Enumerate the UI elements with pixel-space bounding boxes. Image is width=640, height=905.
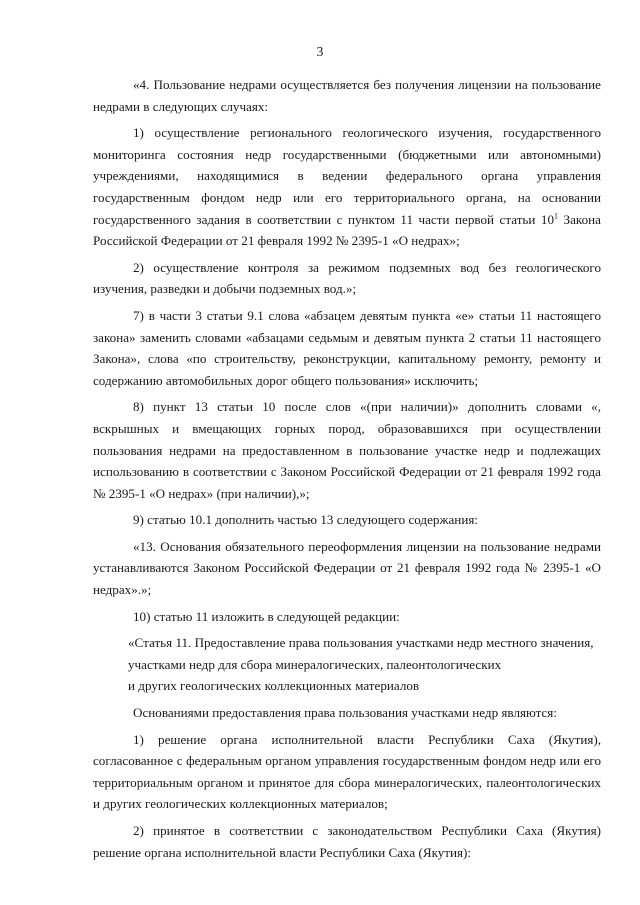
paragraph-text: Закона Российской Федерации от 21 февраля 1992 № 2395-1 «О недрах»; xyxy=(93,211,601,249)
document-body xyxy=(93,74,601,868)
paragraph: «13. Основания обязательного переоформления лицензии на пользование недрами устанавливаются Законом Российской Федерации от 21 февраля 1992 года № 2395-1 «О недрах».»; xyxy=(93,538,601,598)
paragraph: 2) осуществление контроля за режимом подземных вод без геологического изучения, разведки и добычи подземных вод.»; xyxy=(93,259,601,297)
article-title-line: и других геологических коллекционных материалов xyxy=(128,678,420,694)
page-number: 3 xyxy=(316,44,324,59)
paragraph: «4. Пользование недрами осуществляется без получения лицензии на пользование недрами в следующих случаях: xyxy=(93,77,601,114)
paragraph: 1) решение органа исполнительной власти Республики Саха (Якутия), согласованное с федеральным органом управления государственным фондом недр или его территориальным органом и принятое для сбора минералогических, палеонтологических и других геологических коллекционных материалов; xyxy=(93,731,601,812)
paragraph xyxy=(93,122,601,252)
paragraph: 2) принятое в соответствии с законодательством Республики Саха (Якутия) решение органа исполнительной власти Республики Саха (Якутия): xyxy=(93,823,601,860)
paragraph: 10) статью 11 изложить в следующей редакции: xyxy=(133,608,400,624)
paragraph: Основаниями предоставления права пользования участками недр являются: xyxy=(133,705,557,721)
article-title-line: «Статья 11. Предоставление права пользования участками недр местного значения, xyxy=(128,635,594,651)
paragraph-text: 1) осуществление регионального геологического изучения, государственного мониторинга состояния недр государственными (бюджетными или автономными) учреждениями, находящимися в ведении федерального органа управления государственным фондом недр или его территориального органа, на основании государственного задания в соответствии с пунктом 11 части первой статьи 10 xyxy=(93,125,601,227)
article-title xyxy=(93,632,601,697)
paragraph: 8) пункт 13 статьи 10 после слов «(при наличии)» дополнить словами «, вскрышных и вмещающих горных пород, образовавшихся при осуществлении пользования недрами на предоставленном в пользование участке недр и подлежащих использованию в соответствии с Законом Российской Федерации от 21 февраля 1992 года № 2395-1 «О недрах» (при наличии),»; xyxy=(93,399,601,501)
paragraph: 7) в части 3 статьи 9.1 слова «абзацем девятым пункта «е» статьи 11 настоящего закона» заменить словами «абзацами седьмым и девятым пункта 2 статьи 11 настоящего Закона», слова «по строительству, реконструкции, капитальному ремонту, ремонту и содержанию автомобильных дорог общего пользования» исключить; xyxy=(93,307,601,388)
superscript: 1 xyxy=(554,211,559,221)
paragraph: 9) статью 10.1 дополнить частью 13 следующего содержания: xyxy=(133,512,478,528)
article-title-line: участками недр для сбора минералогических, палеонтологических xyxy=(128,656,502,672)
